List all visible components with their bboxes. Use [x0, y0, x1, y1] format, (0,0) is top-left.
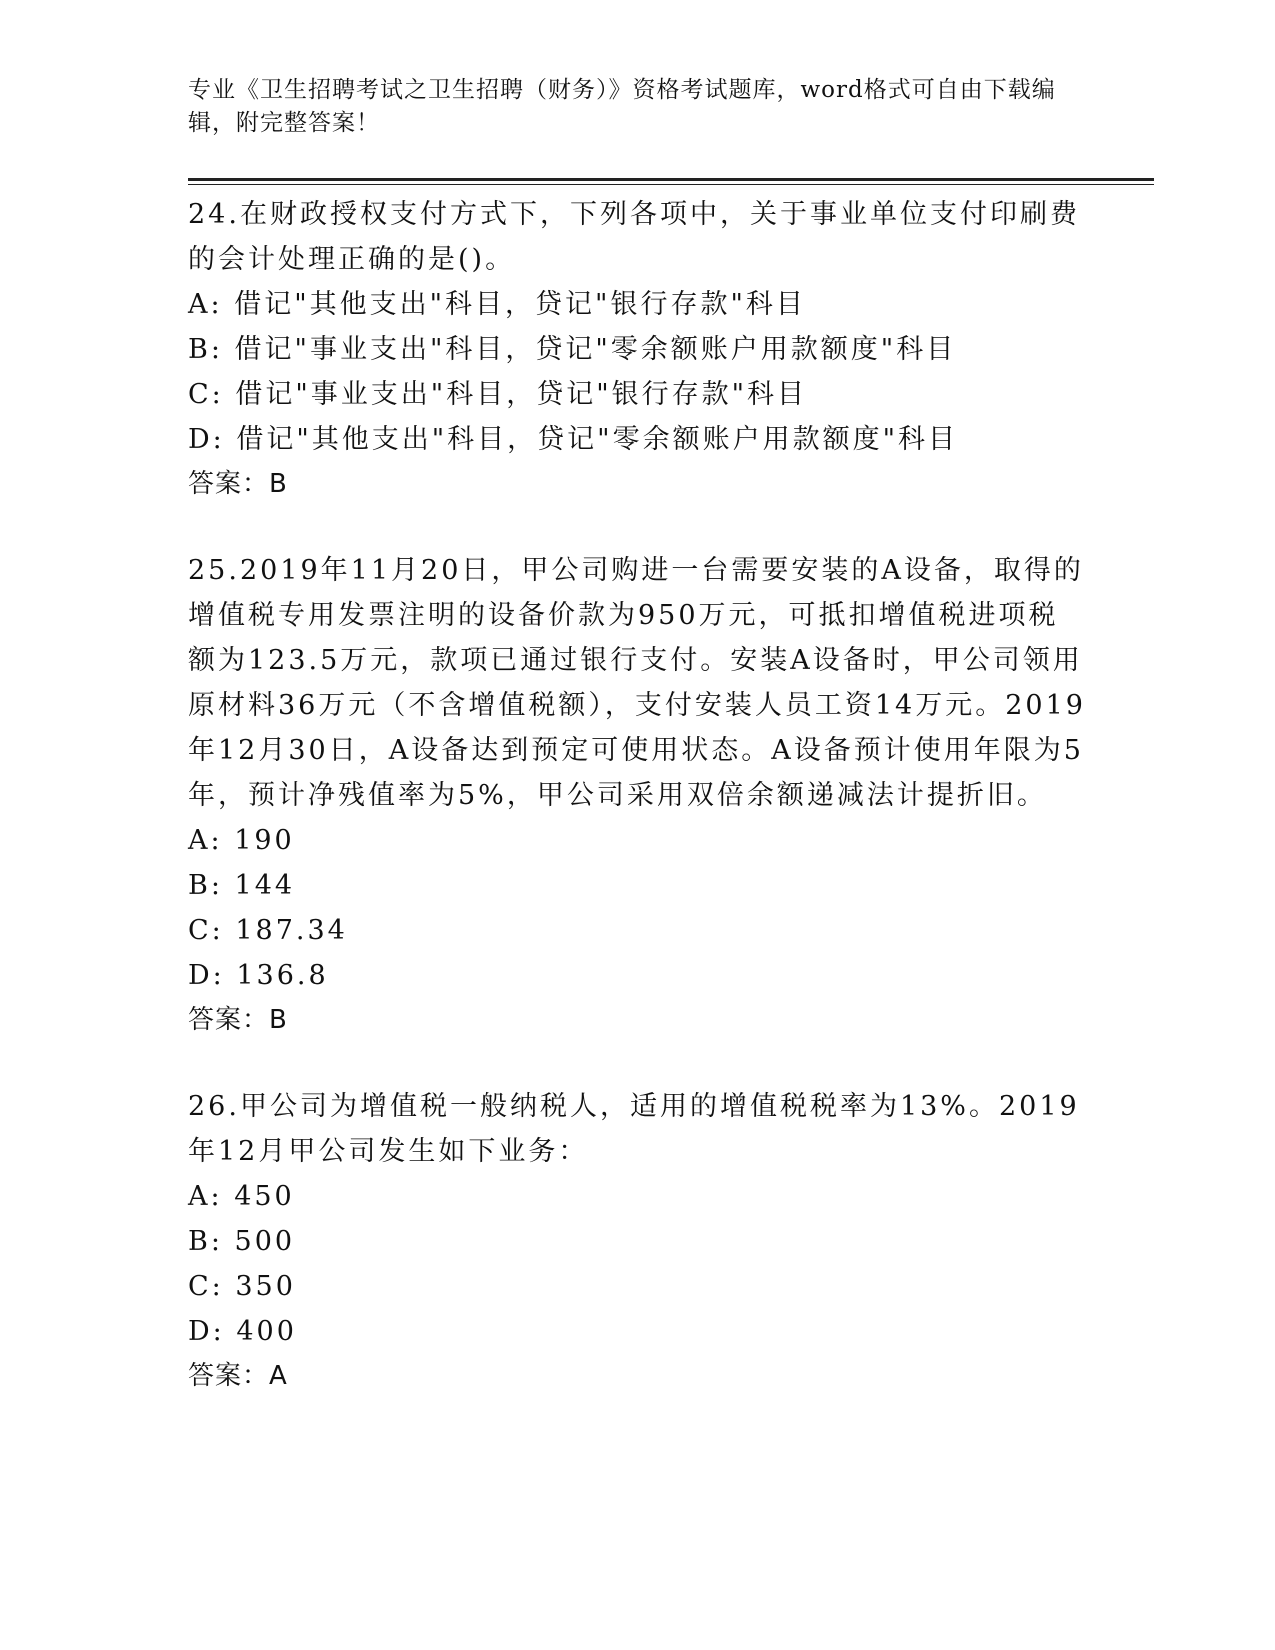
option-b — [188, 1219, 1088, 1264]
header-divider-thick — [188, 178, 1154, 181]
question-26 — [188, 1084, 1088, 1399]
option-key: C: — [188, 379, 224, 410]
option-text: 450 — [234, 1181, 295, 1212]
option-text: 144 — [234, 870, 296, 901]
option-c — [188, 372, 1088, 417]
option-a — [188, 818, 1088, 863]
option-d — [188, 417, 1088, 462]
option-text: 190 — [234, 825, 295, 856]
option-a — [188, 1174, 1088, 1219]
question-24 — [188, 192, 1088, 507]
option-c — [188, 1264, 1088, 1309]
option-a — [188, 282, 1088, 327]
header-intro: 专业《卫生招聘考试之卫生招聘（财务）》资格考试题库，word格式可自由下载编辑，附完整答案！ — [188, 77, 1056, 136]
answer-line: 答案：B — [188, 1005, 288, 1035]
option-b — [188, 327, 1088, 372]
option-text: 借记"事业支出"科目，贷记"零余额账户用款额度"科目 — [234, 334, 957, 365]
document-header — [188, 74, 1088, 140]
option-key: D: — [188, 960, 225, 991]
option-key: B: — [188, 870, 223, 901]
question-stem — [188, 548, 1088, 818]
option-key: D: — [188, 424, 225, 455]
question-list — [188, 192, 1088, 1440]
option-key: B: — [188, 334, 223, 365]
answer-line: 答案：B — [188, 469, 288, 499]
question-text: 2019年11月20日，甲公司购进一台需要安装的A设备，取得的增值税专用发票注明的设备价款为950万元，可抵扣增值税进项税额为123.5万元，款项已通过银行支付。安装A设备时，甲公司领用原材料36万元（不含增值税额），支付安装人员工资14万元。2019年12月30日，A设备达到预定可使用状态。A设备预计使用年限为5年，预计净残值率为5%，甲公司采用双倍余额递减法计提折旧。 — [188, 555, 1086, 811]
question-25 — [188, 548, 1088, 1043]
question-stem — [188, 192, 1088, 282]
option-text: 借记"其他支出"科目，贷记"银行存款"科目 — [234, 289, 806, 320]
option-text: 借记"其他支出"科目，贷记"零余额账户用款额度"科目 — [236, 424, 959, 455]
option-key: B: — [188, 1226, 223, 1257]
option-key: A: — [188, 825, 223, 856]
option-text: 187.34 — [235, 915, 348, 946]
option-key: D: — [188, 1316, 225, 1347]
option-text: 500 — [234, 1226, 296, 1257]
option-c — [188, 908, 1088, 953]
option-key: C: — [188, 915, 224, 946]
question-number: 25. — [188, 555, 240, 586]
option-d — [188, 953, 1088, 998]
question-text: 在财政授权支付方式下，下列各项中，关于事业单位支付印刷费的会计处理正确的是()。 — [188, 199, 1080, 275]
option-key: A: — [188, 1181, 223, 1212]
question-stem — [188, 1084, 1088, 1174]
option-d — [188, 1309, 1088, 1354]
option-b — [188, 863, 1088, 908]
question-text: 甲公司为增值税一般纳税人，适用的增值税税率为13%。2019年12月甲公司发生如下业务： — [188, 1091, 1080, 1167]
question-number: 24. — [188, 199, 240, 230]
option-text: 136.8 — [236, 960, 329, 991]
option-key: A: — [188, 289, 223, 320]
answer-line: 答案：A — [188, 1361, 288, 1391]
header-divider-thin — [188, 184, 1154, 185]
question-number: 26. — [188, 1091, 240, 1122]
option-text: 借记"事业支出"科目，贷记"银行存款"科目 — [235, 379, 808, 410]
option-text: 400 — [236, 1316, 297, 1347]
option-key: C: — [188, 1271, 224, 1302]
option-text: 350 — [235, 1271, 296, 1302]
